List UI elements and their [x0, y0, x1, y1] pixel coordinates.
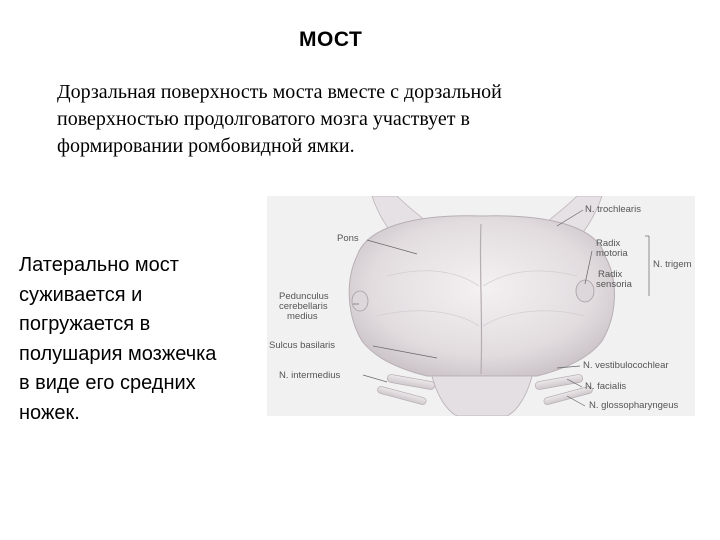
label-pedunculus: medius [287, 311, 318, 322]
intro-line: поверхностью продолговатого мозга участвует в [57, 108, 470, 130]
pons-drawing [267, 196, 695, 416]
side-line: ножек. [19, 401, 80, 424]
slide-title: МОСТ [299, 28, 363, 51]
side-line: в виде его средних [19, 372, 196, 394]
label-n-glossopharyngeus: N. glossopharyngeus [589, 400, 679, 411]
label-n-trochlearis: N. trochlearis [585, 204, 641, 215]
label-radix-motoria: motoria [596, 248, 628, 259]
label-sulcus-basilaris: Sulcus basilaris [269, 340, 335, 351]
label-n-trigeminus: N. trigem [653, 259, 692, 270]
label-n-vestibulocochlearis: N. vestibulocochlear [583, 360, 669, 371]
label-pedunculus: cerebellaris [279, 301, 328, 312]
label-radix-motoria: Radix [596, 238, 621, 249]
intro-line: формировании ромбовидной ямки. [57, 135, 355, 157]
pons-illustration [267, 196, 695, 416]
label-pedunculus: Pedunculus [279, 291, 329, 302]
label-radix-sensoria: sensoria [596, 279, 632, 290]
intro-line: Дорзальная поверхность моста вместе с дорзальной [57, 81, 502, 103]
side-line: погружается в [19, 313, 151, 335]
label-n-intermedius: N. intermedius [279, 370, 341, 381]
side-line: полушария мозжечка [19, 342, 217, 365]
side-line: суживается и [19, 283, 143, 306]
label-radix-sensoria: Radix [598, 269, 623, 280]
label-n-facialis: N. facialis [585, 381, 627, 392]
intro-paragraph [57, 79, 617, 160]
side-line: Латерально мост [19, 254, 179, 276]
lateral-description [19, 251, 259, 428]
label-pons: Pons [337, 233, 359, 244]
